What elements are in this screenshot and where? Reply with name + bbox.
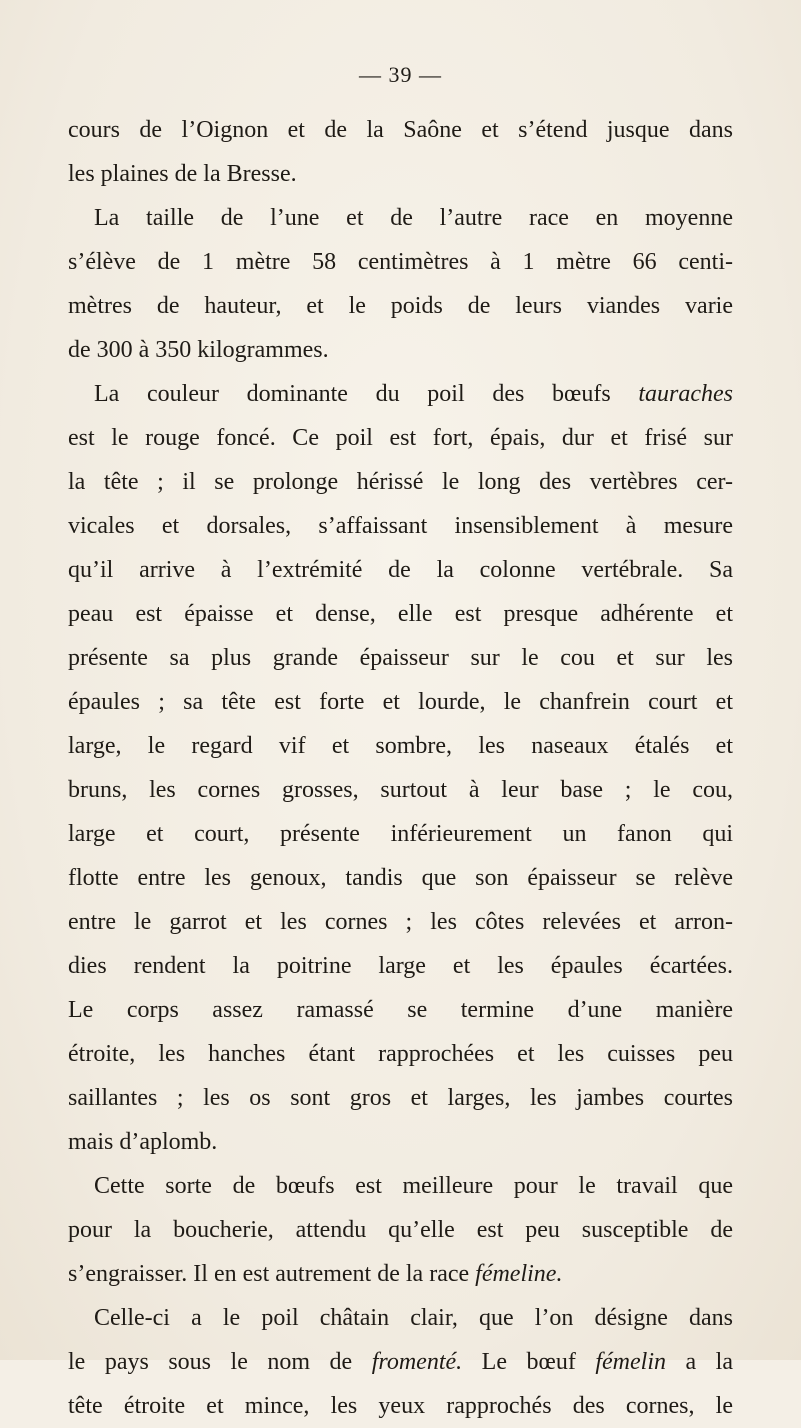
text-line: tête étroite et mince, les yeux rapprochés des cornes, le: [68, 1393, 733, 1419]
text-line: mètres de hauteur, et le poids de leurs viandes varie: [68, 293, 733, 319]
text-line: cours de l’Oignon et de la Saône et s’étend jusque dans: [68, 117, 733, 143]
italic-term: fémeline.: [475, 1261, 563, 1287]
text-line: épaules ; sa tête est forte et lourde, le chanfrein court et: [68, 689, 733, 715]
text-line: dies rendent la poitrine large et les épaules écartées.: [68, 953, 733, 979]
text-line: [68, 1340, 733, 1384]
text-line: les plaines de la Bresse.: [68, 161, 297, 187]
text-line: bruns, les cornes grosses, surtout à leur base ; le cou,: [68, 777, 733, 803]
text-line: peau est épaisse et dense, elle est presque adhérente et: [68, 601, 733, 627]
text-fragment: Le bœuf: [462, 1349, 596, 1375]
text-line: vicales et dorsales, s’affaissant insensiblement à mesure: [68, 513, 733, 539]
text-line: [68, 1252, 733, 1296]
text-fragment: s’engraisser. Il en est autrement de la race: [68, 1261, 476, 1287]
italic-term: fromenté.: [371, 1349, 463, 1375]
text-line: mais d’aplomb.: [68, 1129, 218, 1155]
body-text: [68, 108, 733, 1428]
text-line: [68, 372, 733, 416]
text-line: large, le regard vif et sombre, les naseaux étalés et: [68, 733, 733, 759]
text-fragment: a la: [665, 1349, 733, 1375]
text-line: étroite, les hanches étant rapprochées et les cuisses peu: [68, 1041, 733, 1067]
text-line: large et court, présente inférieurement un fanon qui: [68, 821, 733, 847]
text-line: Cette sorte de bœufs est meilleure pour le travail que: [94, 1173, 733, 1199]
text-line: La taille de l’une et de l’autre race en moyenne: [94, 205, 733, 231]
text-line: Le corps assez ramassé se termine d’une manière: [68, 997, 733, 1023]
text-line: pour la boucherie, attendu qu’elle est peu susceptible de: [68, 1217, 733, 1243]
text-fragment: La couleur dominante du poil des bœufs: [94, 381, 639, 407]
text-line: de 300 à 350 kilogrammes.: [68, 337, 329, 363]
text-line: la tête ; il se prolonge hérissé le long des vertèbres cer-: [68, 469, 733, 495]
text-line: s’élève de 1 mètre 58 centimètres à 1 mètre 66 centi-: [68, 249, 733, 275]
italic-term: tauraches: [638, 381, 733, 407]
page-number-header: — 39 —: [359, 62, 442, 87]
text-line: flotte entre les genoux, tandis que son épaisseur se relève: [68, 865, 733, 891]
text-fragment: le pays sous le nom de: [68, 1349, 372, 1375]
text-line: est le rouge foncé. Ce poil est fort, épais, dur et frisé sur: [68, 425, 733, 451]
text-line: entre le garrot et les cornes ; les côtes relevées et arron-: [68, 909, 733, 935]
text-line: qu’il arrive à l’extrémité de la colonne vertébrale. Sa: [68, 557, 733, 583]
text-line: Celle-ci a le poil châtain clair, que l’on désigne dans: [94, 1305, 733, 1331]
text-line: saillantes ; les os sont gros et larges, les jambes courtes: [68, 1085, 733, 1111]
text-line: présente sa plus grande épaisseur sur le cou et sur les: [68, 645, 733, 671]
italic-term: fémelin: [595, 1349, 666, 1375]
